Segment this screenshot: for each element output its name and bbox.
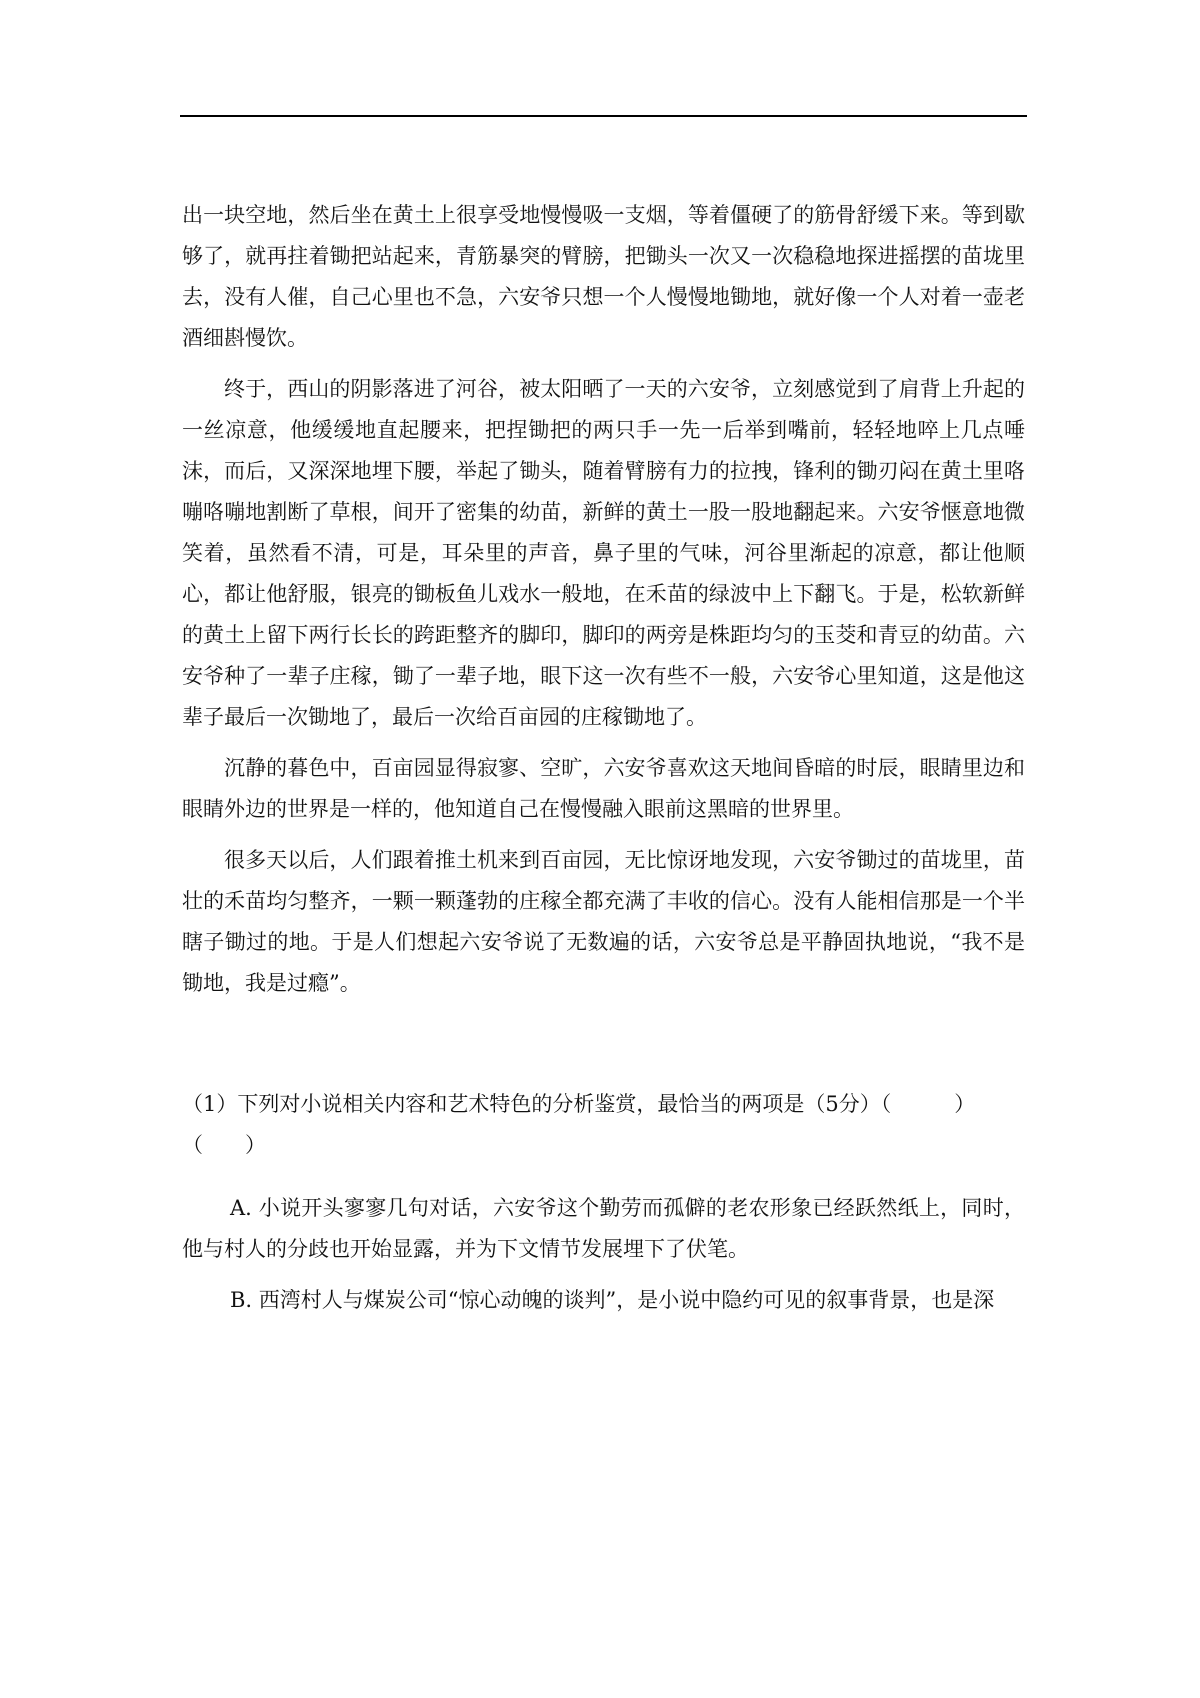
story-paragraph-3: 沉静的暮色中，百亩园显得寂寥、空旷，六安爷喜欢这天地间昏暗的时辰，眼睛里边和眼睛外边的世界是一样的，他知道自己在慢慢融入眼前这黑暗的世界里。 xyxy=(182,756,1025,821)
section-gap xyxy=(182,1014,1025,1084)
document-body xyxy=(182,195,1025,1331)
question-stem: （1）下列对小说相关内容和艺术特色的分析鉴赏，最恰当的两项是（5分）（ ） xyxy=(182,1092,976,1116)
story-paragraph-2: 终于，西山的阴影落进了河谷，被太阳晒了一天的六安爷，立刻感觉到了肩背上升起的一丝凉意，他缓缓地直起腰来，把捏锄把的两只手一先一后举到嘴前，轻轻地啐上几点唾沫，而后，又深深地埋下腰，举起了锄头，随着臂膀有力的拉拽，锋利的锄刃闷在黄土里咯嘣咯嘣地割断了草根，间开了密集的幼苗，新鲜的黄土一股一股地翻起来。六安爷惬意地微笑着，虽然看不清，可是，耳朵里的声音，鼻子里的气味，河谷里渐起的凉意，都让他顺心，都让他舒服，银亮的锄板鱼儿戏水一般地，在禾苗的绿波中上下翻飞。于是，松软新鲜的黄土上留下两行长长的跨距整齐的脚印，脚印的两旁是株距均匀的玉茭和青豆的幼苗。六安爷种了一辈子庄稼，锄了一辈子地，眼下这一次有些不一般，六安爷心里知道，这是他这辈子最后一次锄地了，最后一次给百亩园的庄稼锄地了。 xyxy=(182,377,1025,729)
option-a: A. 小说开头寥寥几句对话，六安爷这个勤劳而孤僻的老农形象已经跃然纸上，同时，他与村人的分歧也开始显露，并为下文情节发展埋下了伏笔。 xyxy=(182,1196,1025,1261)
option-b: B. 西湾村人与煤炭公司“惊心动魄的谈判”，是小说中隐约可见的叙事背景，也是深 xyxy=(230,1288,995,1312)
header-rule xyxy=(180,115,1027,117)
story-paragraph-4: 很多天以后，人们跟着推土机来到百亩园，无比惊讶地发现，六安爷锄过的苗垅里，苗壮的禾苗均匀整齐，一颗一颗蓬勃的庄稼全都充满了丰收的信心。没有人能相信那是一个半瞎子锄过的地。于是人们想起六安爷说了无数遍的话，六安爷总是平静固执地说，“我不是锄地，我是过瘾”。 xyxy=(182,848,1025,995)
question-answer-blank: （ ） xyxy=(182,1133,266,1157)
story-paragraph-1: 出一块空地，然后坐在黄土上很享受地慢慢吸一支烟，等着僵硬了的筋骨舒缓下来。等到歇够了，就再拄着锄把站起来，青筋暴突的臂膀，把锄头一次又一次稳稳地探进摇摆的苗垅里去，没有人催，自己心里也不急，六安爷只想一个人慢慢地锄地，就好像一个人对着一壶老酒细斟慢饮。 xyxy=(182,203,1025,350)
question-gap xyxy=(182,1166,1025,1188)
